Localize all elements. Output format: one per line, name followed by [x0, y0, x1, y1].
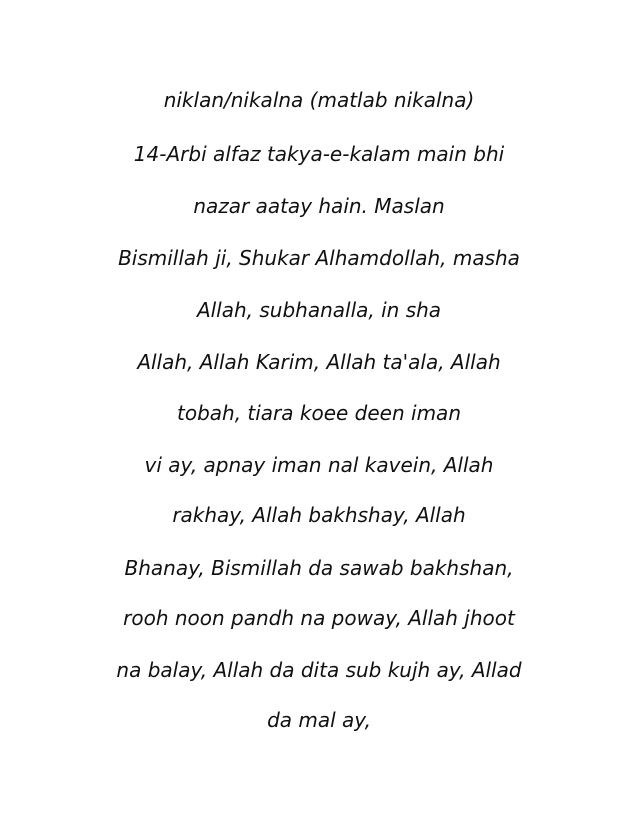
text-line-10: Bhanay, Bismillah da sawab bakhshan, [124, 556, 514, 580]
text-line-3: nazar aatay hain. Maslan [193, 194, 445, 218]
text-line-5: Allah, subhanalla, in sha [196, 298, 442, 322]
text-line-6: Allah, Allah Karim, Allah ta'ala, Allah [137, 350, 501, 374]
text-line-7: tobah, tiara koee deen iman [176, 401, 461, 425]
text-line-12: na balay, Allah da dita sub kujh ay, Allad [116, 658, 522, 682]
text-line-11: rooh noon pandh na poway, Allah jhoot [123, 606, 515, 630]
text-line-9: rakhay, Allah bakhshay, Allah [172, 503, 466, 527]
text-line-1: niklan/nikalna (matlab nikalna) [163, 88, 475, 112]
text-line-13: da mal ay, [267, 708, 371, 732]
text-line-2: 14-Arbi alfaz takya-e-kalam main bhi [133, 142, 505, 166]
text-line-8: vi ay, apnay iman nal kavein, Allah [144, 453, 494, 477]
text-line-4: Bismillah ji, Shukar Alhamdollah, masha [118, 246, 520, 270]
